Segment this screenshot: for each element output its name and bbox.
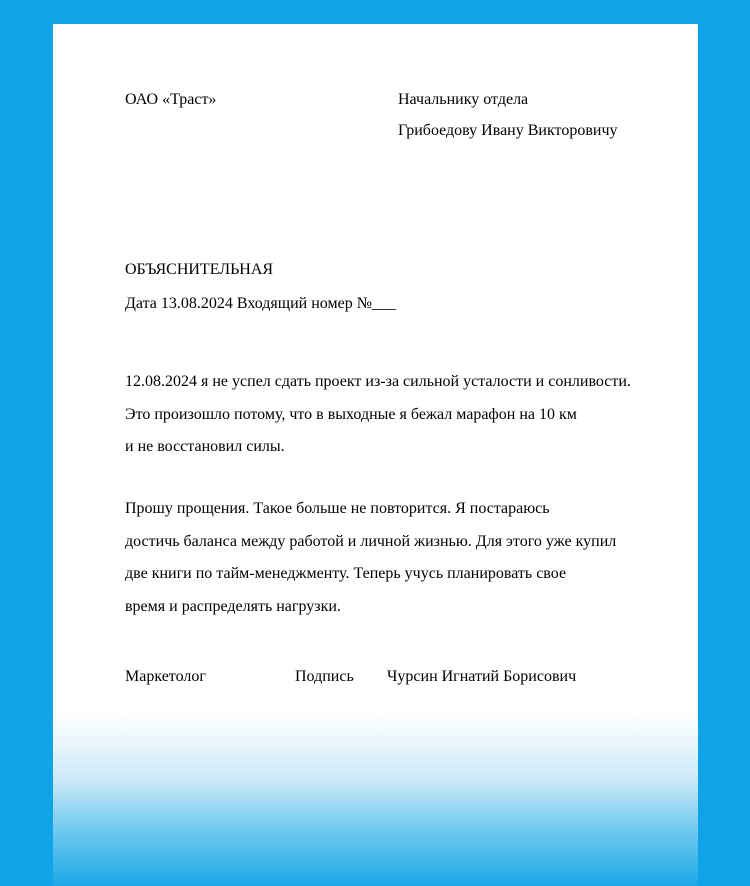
body-paragraph-1 xyxy=(125,366,631,464)
document-page xyxy=(53,24,698,886)
paragraph-line: Это произошло потому, что в выходные я бежал марафон на 10 км xyxy=(125,405,577,423)
paragraph-line: и не восстановил силы. xyxy=(125,438,285,455)
paragraph-line: две книги по тайм-менеджменту. Теперь учусь планировать свое xyxy=(125,565,567,582)
recipient-title: Начальнику отдела xyxy=(398,91,529,108)
signature-label: Подпись xyxy=(295,668,354,685)
recipient-block xyxy=(398,84,617,146)
signer-name: Чурсин Игнатий Борисович xyxy=(387,668,577,685)
paragraph-line: Прошу прощения. Такое больше не повторится. Я постараюсь xyxy=(125,500,550,517)
body-paragraph-2 xyxy=(125,493,616,623)
recipient-name: Грибоедову Ивану Викторовичу xyxy=(398,122,618,139)
signer-position: Маркетолог xyxy=(125,668,206,685)
document-content xyxy=(53,24,698,886)
paragraph-line: время и распределять нагрузки. xyxy=(125,597,341,615)
document-header xyxy=(125,84,216,115)
paragraph-line: 12.08.2024 я не успел сдать проект из-за сильной усталости и сонливости. xyxy=(125,373,631,390)
date-and-number-line: Дата 13.08.2024 Входящий номер №___ xyxy=(125,295,396,312)
paragraph-line: достичь баланса между работой и личной жизнью. Для этого уже купил xyxy=(125,532,617,550)
document-title: ОБЪЯСНИТЕЛЬНАЯ xyxy=(125,261,274,278)
signature-row xyxy=(53,668,698,700)
sender-organization: ОАО «Траст» xyxy=(125,91,217,108)
